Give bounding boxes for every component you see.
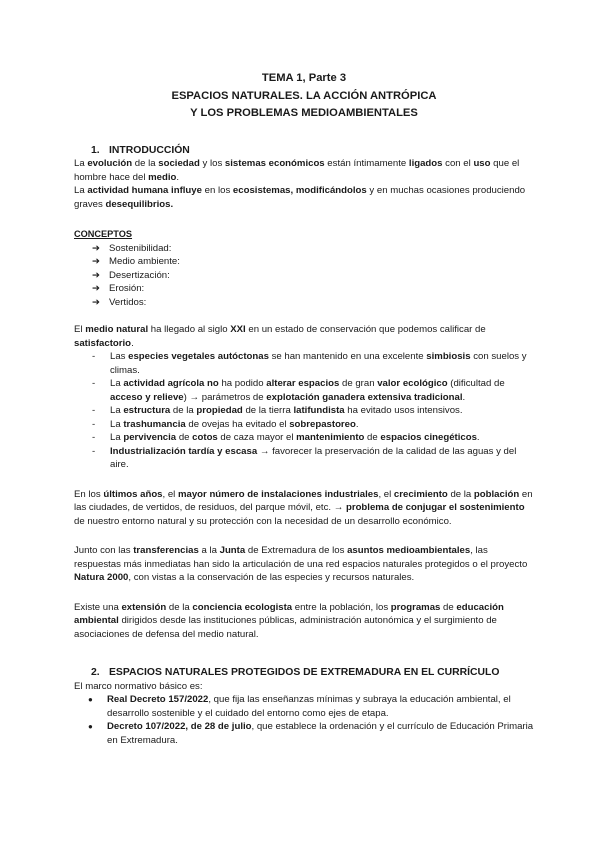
text-run: de la tierra xyxy=(242,405,294,416)
text-run: de nuestro entorno natural y su protección con la necesidad de un desarrollo económico. xyxy=(74,515,452,527)
bold-text: Real Decreto 157/2022 xyxy=(107,694,209,705)
text-run: ha llegado al siglo xyxy=(148,324,231,335)
list-item: - La estructura de la propiedad de la tierra latifundista ha evitado usos intensivos. xyxy=(92,405,463,416)
bold-text: Natura 2000 xyxy=(74,572,129,583)
bold-text: simbiosis xyxy=(426,351,471,362)
text-run: La xyxy=(74,158,88,169)
bold-text: últimos años xyxy=(103,488,163,500)
conservation-reasons-list xyxy=(74,350,534,472)
text-run: (dificultad de xyxy=(447,378,505,389)
list-item: - La pervivencia de cotos de caza mayor el mantenimiento de espacios cinegéticos. xyxy=(92,432,480,443)
bold-text: evolución xyxy=(87,158,133,169)
text-run: ha podido xyxy=(218,378,267,389)
intro-paragraph-2 xyxy=(74,184,534,211)
list-item: - La trashumancia de ovejas ha evitado el sobrepastoreo. xyxy=(92,418,359,430)
transfers-paragraph xyxy=(74,544,534,585)
text-run: ha evitado usos intensivos. xyxy=(344,405,463,416)
text-run: de caza mayor el xyxy=(217,432,297,443)
document-page xyxy=(74,70,534,747)
bold-text: desequilibrios. xyxy=(105,198,174,210)
bold-text: problema de conjugar el sostenimiento xyxy=(345,502,525,513)
bold-text: conciencia ecologista xyxy=(192,601,293,613)
title-line-1: TEMA 1, Parte 3 xyxy=(261,72,347,84)
arrow-icon: ➔ xyxy=(92,283,101,294)
list-item: - La actividad agrícola no ha podido alterar espacios de gran valor ecológico (dificultad de acceso y relieve) → parámetros de explotación ganadera extensiva tradicional. xyxy=(92,378,505,403)
text-run: con suelos y climas. xyxy=(110,351,527,376)
text-run: de la xyxy=(447,488,474,500)
text-run: ) → parámetros de xyxy=(183,391,267,403)
bold-text: ecosistemas, modificándolos xyxy=(232,185,367,196)
arrow-icon: ➔ xyxy=(92,242,101,254)
section-2-heading xyxy=(74,666,534,680)
bold-text: XXI xyxy=(230,324,246,335)
text-run: a la xyxy=(198,545,220,556)
arrow-icon: ➔ xyxy=(92,269,101,281)
bold-text: cotos xyxy=(192,432,218,443)
list-item: ➔ Vertidos: xyxy=(92,296,147,308)
text-run: de xyxy=(364,432,381,443)
bold-text: especies vegetales autóctonas xyxy=(128,351,269,362)
text-run: , que establece la ordenación y el currículo de Educación Primaria en Extremadura. xyxy=(107,721,534,746)
document-title xyxy=(74,70,534,123)
text-run: de la xyxy=(166,601,193,613)
text-run: La xyxy=(110,418,124,430)
bold-text: actividad humana influye xyxy=(87,185,202,196)
text-run: de xyxy=(176,432,193,443)
text-run: . xyxy=(131,337,134,349)
list-item: ➔ Sostenibilidad: xyxy=(92,242,172,254)
text-run: dirigidos desde las instituciones públicas, administración autonómica y el surgimiento de asociaciones de defensa del medio natural. xyxy=(74,615,497,640)
text-run: en los xyxy=(201,185,233,196)
text-run: , el xyxy=(378,488,394,500)
text-run: con el xyxy=(442,158,474,169)
list-item xyxy=(88,693,534,720)
text-run: de la xyxy=(132,158,159,169)
bullet-icon: ● xyxy=(88,722,93,731)
text-run: de la xyxy=(170,405,197,416)
text-run: están íntimamente xyxy=(324,158,409,169)
list-item: - Las especies vegetales autóctonas se han mantenido en una excelente simbiosis con suelos y climas. xyxy=(92,351,527,376)
bold-text: uso xyxy=(473,158,491,169)
bold-text: explotación ganadera extensiva tradicional xyxy=(266,391,463,403)
bold-text: sistemas económicos xyxy=(224,158,325,169)
text-run: → favorecer la preservación de la calidad de las aguas y del aire. xyxy=(110,445,517,470)
text-run: Junto con las xyxy=(74,545,134,556)
text-run: La xyxy=(110,405,124,416)
bold-text: sobrepastoreo xyxy=(289,418,356,430)
text-run: , el xyxy=(162,488,178,500)
concepts-list xyxy=(74,242,534,310)
bold-text: pervivencia xyxy=(123,432,177,443)
bold-text: transferencias xyxy=(133,545,199,556)
bold-text: asuntos medioambientales xyxy=(347,545,471,556)
text-run: En los xyxy=(74,488,104,500)
bold-text: medio xyxy=(148,171,177,183)
list-item: ➔ Medio ambiente: xyxy=(92,256,180,267)
bold-text: programas xyxy=(390,601,441,613)
ecological-awareness-paragraph xyxy=(74,601,534,642)
bold-text: latifundista xyxy=(293,405,345,416)
list-item: ➔ Erosión: xyxy=(92,283,145,294)
text-run: La xyxy=(74,185,88,196)
natural-medium-paragraph xyxy=(74,323,534,350)
title-line-3: Y LOS PROBLEMAS MEDIOAMBIENTALES xyxy=(190,107,418,119)
text-run: en las ciudades, de vertidos, de residuos, del parque móvil, etc. → xyxy=(74,488,533,513)
bold-text: crecimiento xyxy=(393,488,448,500)
list-item: - Industrialización tardía y escasa → favorecer la preservación de la calidad de las aguas y del aire. xyxy=(92,445,517,470)
arrow-icon: ➔ xyxy=(92,296,101,308)
section-1-title: INTRODUCCIÓN xyxy=(109,144,190,156)
bold-text: alterar espacios xyxy=(266,378,340,389)
bold-text: educación ambiental xyxy=(74,601,504,626)
text-run: se han mantenido en una excelente xyxy=(268,351,427,362)
text-run: de ovejas ha evitado el xyxy=(185,418,290,430)
bold-text: estructura xyxy=(123,405,171,416)
section-2-title: ESPACIOS NATURALES PROTEGIDOS DE EXTREMADURA EN EL CURRÍCULO xyxy=(109,667,500,678)
bold-text: sociedad xyxy=(158,158,200,169)
bold-text: extensión xyxy=(121,601,167,613)
bold-text: Junta xyxy=(219,545,246,556)
bold-text: valor ecológico xyxy=(377,378,448,389)
text-run: Existe una xyxy=(74,601,122,613)
text-run: . xyxy=(355,418,359,430)
bold-text: población xyxy=(473,488,520,500)
bold-text: trashumancia xyxy=(123,418,186,430)
bold-text: actividad agrícola no xyxy=(123,378,219,389)
text-run: , con vistas a la conservación de las especies y recursos naturales. xyxy=(128,572,415,583)
section-1-number: 1. xyxy=(91,144,100,156)
text-run: entre la población, los xyxy=(292,601,391,613)
text-run: , que fija las enseñanzas mínimas y subraya la educación ambiental, el desarrollo sostenible y el cuidado del entorno como ejes de etapa. xyxy=(107,694,511,719)
text-run: Las xyxy=(110,351,129,362)
text-run: La xyxy=(110,432,124,443)
bold-text: Industrialización tardía y escasa xyxy=(110,445,258,457)
bold-text: espacios cinegéticos xyxy=(380,432,477,443)
text-run: que el hombre hace del xyxy=(74,158,520,183)
bold-text: satisfactorio xyxy=(74,337,132,349)
text-run: . xyxy=(476,432,480,443)
text-run: de Extremadura de los xyxy=(245,545,348,556)
section-2-number: 2. xyxy=(91,667,100,678)
text-run: , las respuestas más inmediatas han sido la articulación de una red espacios naturales protegidos o el proyecto xyxy=(74,545,528,570)
bold-text: medio natural xyxy=(85,324,149,335)
text-run: y en muchas ocasiones produciendo graves xyxy=(74,185,526,210)
bold-text: Decreto 107/2022, de 28 de julio xyxy=(107,721,252,732)
title-line-2: ESPACIOS NATURALES. LA ACCIÓN ANTRÓPICA xyxy=(171,89,437,102)
bold-text: propiedad xyxy=(196,405,243,416)
arrow-icon: ➔ xyxy=(92,256,101,267)
intro-paragraph-1 xyxy=(74,157,534,184)
recent-years-paragraph xyxy=(74,488,534,529)
text-run: . xyxy=(462,391,466,403)
legal-framework-intro: El marco normativo básico es: xyxy=(74,680,203,692)
list-item xyxy=(88,720,534,747)
bold-text: mayor número de instalaciones industriales xyxy=(177,488,379,500)
list-item: ➔ Desertización: xyxy=(92,269,170,281)
section-1-heading xyxy=(74,144,534,158)
bold-text: mantenimiento xyxy=(296,432,365,443)
text-run: de gran xyxy=(339,378,378,389)
bold-text: acceso y relieve xyxy=(110,391,184,403)
text-run: . xyxy=(176,171,180,183)
legal-framework-list xyxy=(74,693,534,747)
text-run: El xyxy=(74,324,86,335)
bold-text: ligados xyxy=(408,158,443,169)
bullet-icon: ● xyxy=(88,695,93,704)
text-run: La xyxy=(110,378,124,389)
text-run: de xyxy=(440,601,457,613)
text-run: y los xyxy=(199,158,225,169)
text-run: en un estado de conservación que podemos calificar de xyxy=(245,324,486,335)
concepts-heading: CONCEPTOS xyxy=(74,229,133,239)
